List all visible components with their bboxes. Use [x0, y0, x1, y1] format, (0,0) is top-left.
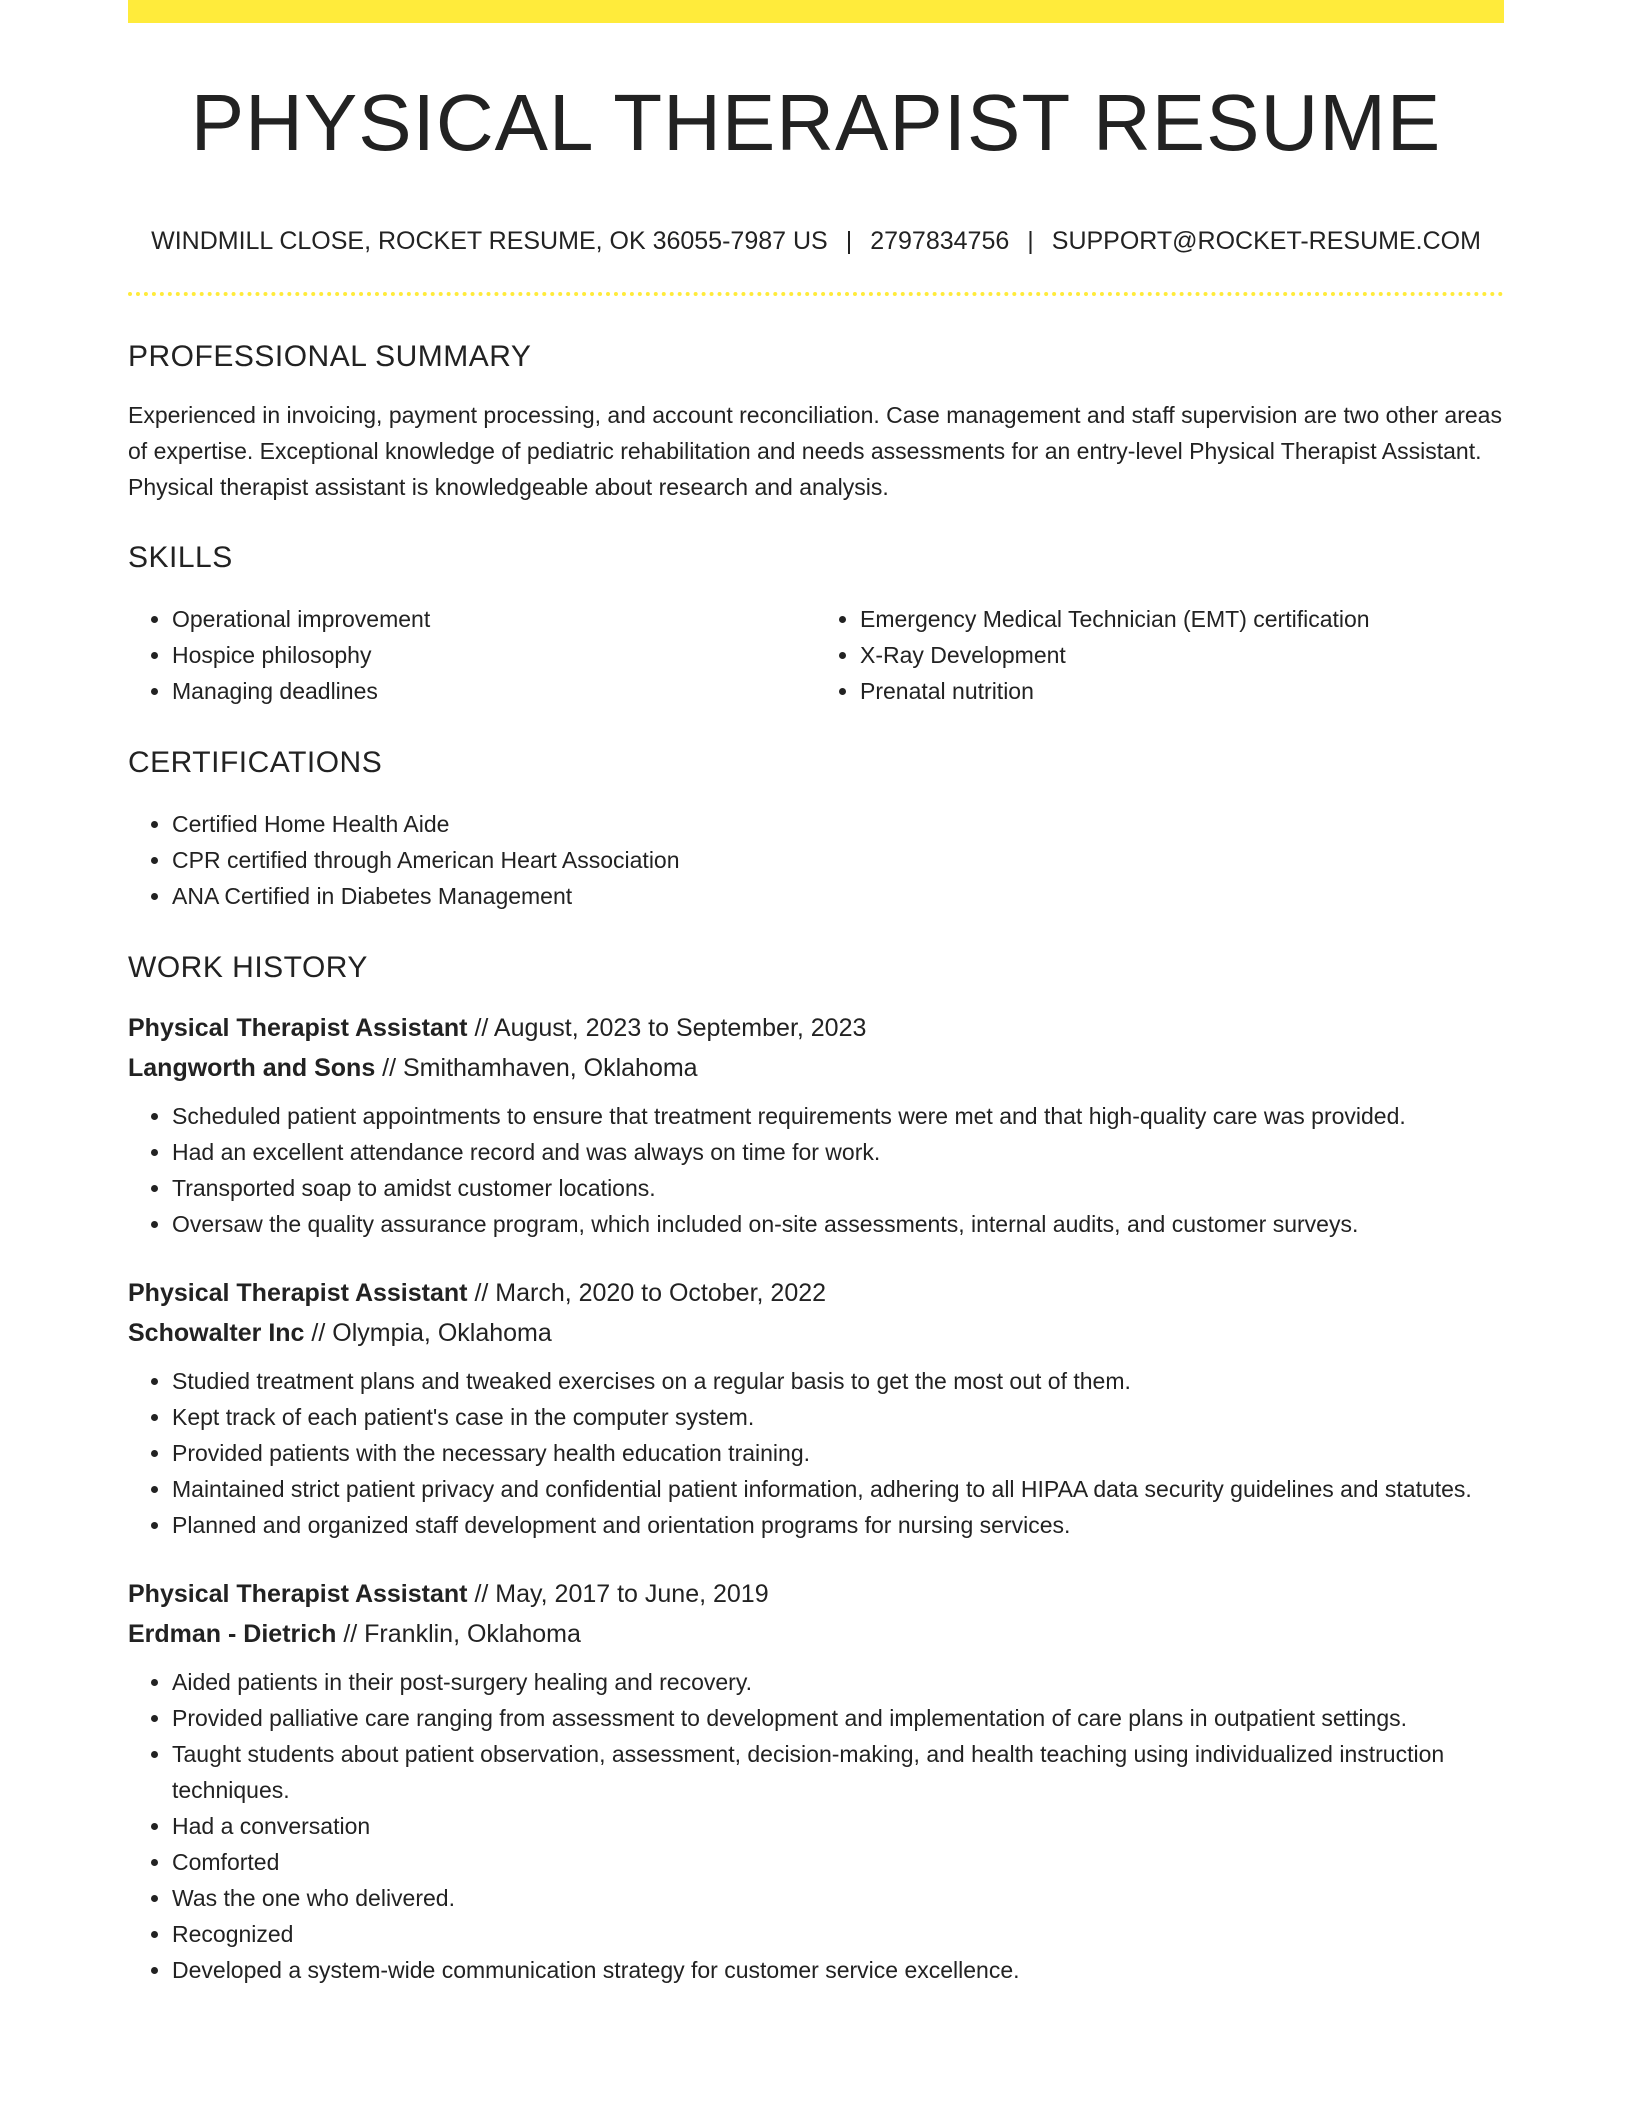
job-title-line — [128, 1273, 1504, 1313]
job-bullets — [128, 1664, 1504, 1988]
job-dates: // March, 2020 to October, 2022 — [474, 1279, 827, 1307]
job-role: Physical Therapist Assistant — [128, 1279, 468, 1307]
job-company-line — [128, 1313, 1504, 1353]
job-role: Physical Therapist Assistant — [128, 1014, 468, 1042]
list-item: • Had an excellent attendance record and was always on time for work. — [172, 1134, 1504, 1170]
list-item: • Certified Home Health Aide — [172, 806, 1504, 842]
dotted-divider — [128, 292, 1504, 296]
resume-page — [128, 0, 1504, 1988]
list-item: • CPR certified through American Heart Association — [172, 842, 1504, 878]
job-company-line — [128, 1614, 1504, 1654]
list-item: • Was the one who delivered. — [172, 1880, 1504, 1916]
list-item: • Provided patients with the necessary health education training. — [172, 1435, 1504, 1471]
work-history-heading: WORK HISTORY — [128, 951, 368, 984]
list-item: • Developed a system-wide communication strategy for customer service excellence. — [172, 1952, 1504, 1988]
list-item: • X-Ray Development — [860, 637, 1480, 673]
job-dates: // May, 2017 to June, 2019 — [474, 1580, 769, 1608]
skills-heading: SKILLS — [128, 541, 233, 574]
list-item: • Provided palliative care ranging from assessment to development and implementation of care plans in outpatient settings. — [172, 1700, 1504, 1736]
contact-separator: | — [1027, 227, 1034, 255]
list-item: • Comforted — [172, 1844, 1504, 1880]
job-bullets — [128, 1098, 1504, 1242]
contact-separator: | — [845, 227, 853, 255]
list-item: • Recognized — [172, 1916, 1504, 1952]
skills-list-left — [128, 601, 816, 709]
top-accent-bar — [128, 0, 1504, 23]
job-bullets — [128, 1363, 1504, 1543]
list-item: • Transported soap to amidst customer locations. — [172, 1170, 1504, 1206]
list-item: • Prenatal nutrition — [860, 673, 1480, 709]
list-item: • Kept track of each patient's case in the computer system. — [172, 1399, 1504, 1435]
list-item: • Planned and organized staff development and orientation programs for nursing services. — [172, 1507, 1504, 1543]
list-item: • Had a conversation — [172, 1808, 1504, 1844]
summary-heading: PROFESSIONAL SUMMARY — [128, 340, 532, 373]
contact-email: SUPPORT@ROCKET-RESUME.COM — [1051, 227, 1481, 255]
contact-line — [128, 229, 1504, 254]
job-location: // Olympia, Oklahoma — [311, 1319, 552, 1347]
list-item: • Oversaw the quality assurance program, which included on-site assessments, internal audits, and customer surveys. — [172, 1206, 1504, 1242]
list-item: • Taught students about patient observation, assessment, decision-making, and health teaching using individualized instruction techniques. — [172, 1736, 1504, 1808]
job-dates: // August, 2023 to September, 2023 — [474, 1014, 867, 1042]
job-title-line — [128, 1008, 1504, 1048]
list-item: • Emergency Medical Technician (EMT) certification — [860, 601, 1480, 637]
certifications-heading: CERTIFICATIONS — [128, 746, 383, 779]
page-title: PHYSICAL THERAPIST RESUME — [190, 78, 1442, 167]
job-role: Physical Therapist Assistant — [128, 1580, 468, 1608]
list-item: • Maintained strict patient privacy and confidential patient information, adhering to all HIPAA data security guidelines and statutes. — [172, 1471, 1504, 1507]
job-company: Erdman - Dietrich — [128, 1620, 337, 1648]
list-item: • Managing deadlines — [172, 673, 816, 709]
summary-text: Experienced in invoicing, payment processing, and account reconciliation. Case management and staff supervision are two other areas of expertise. Exceptional knowledge of pediatric rehabilitation and needs assessments for an entry-level Physical Therapist Assistant. Physical therapist assistant is knowledgeable about research and analysis. — [128, 402, 1502, 500]
list-item: • Aided patients in their post-surgery healing and recovery. — [172, 1664, 1504, 1700]
list-item: • Studied treatment plans and tweaked exercises on a regular basis to get the most out of them. — [172, 1363, 1504, 1399]
contact-phone: 2797834756 — [870, 227, 1010, 255]
job-company-line — [128, 1048, 1504, 1088]
job-location: // Franklin, Oklahoma — [343, 1620, 581, 1648]
skills-list-right — [816, 601, 1480, 709]
list-item: • Scheduled patient appointments to ensure that treatment requirements were met and that high-quality care was provided. — [172, 1098, 1504, 1134]
job-location: // Smithamhaven, Oklahoma — [382, 1054, 698, 1082]
job-company: Langworth and Sons — [128, 1054, 376, 1082]
skills-columns — [128, 601, 1504, 709]
list-item: • ANA Certified in Diabetes Management — [172, 878, 1504, 914]
list-item: • Operational improvement — [172, 601, 816, 637]
job-title-line — [128, 1574, 1504, 1614]
job-company: Schowalter Inc — [128, 1319, 305, 1347]
certifications-list — [128, 806, 1504, 914]
list-item: • Hospice philosophy — [172, 637, 816, 673]
contact-address: WINDMILL CLOSE, ROCKET RESUME, OK 36055-7987 US — [151, 227, 828, 255]
